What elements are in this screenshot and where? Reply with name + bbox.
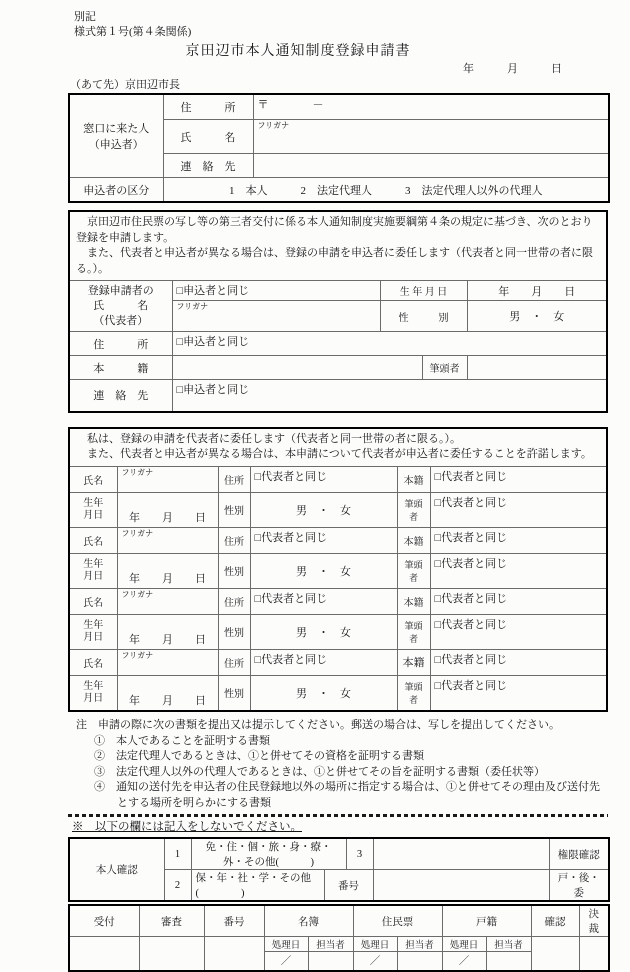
- approval-header: 決裁: [579, 905, 609, 937]
- birthdate-field[interactable]: 年 月 日: [117, 614, 218, 649]
- name-label: 氏名: [70, 466, 117, 492]
- same-as-representative-checkbox[interactable]: □代表者と同じ: [434, 592, 508, 605]
- name-label: 氏名: [70, 588, 117, 614]
- same-as-representative-checkbox[interactable]: □代表者と同じ: [434, 470, 508, 483]
- applicant-table: [68, 93, 610, 203]
- review-cell: [139, 937, 204, 971]
- same-as-representative-checkbox[interactable]: □代表者と同じ: [254, 470, 328, 483]
- resident-record-header: 住民票: [353, 905, 442, 937]
- furigana-label: フリガナ: [257, 121, 290, 130]
- same-as-representative-checkbox[interactable]: □代表者と同じ: [254, 653, 328, 666]
- registrant-name-label-line2: 氏 名: [93, 299, 149, 312]
- head-of-family-input-cell[interactable]: [430, 614, 606, 649]
- same-as-representative-checkbox[interactable]: □代表者と同じ: [254, 531, 328, 544]
- reception-cell: [69, 937, 139, 971]
- same-as-representative-checkbox[interactable]: □代表者と同じ: [434, 679, 508, 692]
- table-row: [69, 838, 609, 870]
- name-input-cell[interactable]: [117, 466, 218, 492]
- same-as-representative-checkbox[interactable]: □代表者と同じ: [434, 496, 508, 509]
- staff-cell: [397, 952, 442, 971]
- registrant-name-label: [70, 281, 172, 332]
- form-number: 様式第１号(第４条関係): [74, 26, 192, 38]
- name-label: 氏名: [70, 527, 117, 553]
- head-of-family-label: 筆頭者: [397, 492, 430, 527]
- birthdate-field[interactable]: 年 月 日: [117, 553, 218, 588]
- applicant-group-label-line1: 窓口に来た人: [83, 123, 150, 135]
- registrant-contact-cell[interactable]: [172, 380, 606, 411]
- applicant-category-options[interactable]: 1 本人 2 法定代理人 3 法定代理人以外の代理人: [163, 178, 609, 203]
- same-as-applicant-checkbox[interactable]: □申込者と同じ: [176, 336, 250, 348]
- domicile-label: 本籍: [397, 649, 430, 675]
- address-label: 住所: [218, 588, 250, 614]
- registrant-name-label-line1: 登録申請者の: [87, 284, 154, 297]
- staff-label: 担当者: [486, 937, 531, 952]
- sex-label: 性別: [218, 492, 250, 527]
- date-slash: ／: [353, 952, 397, 971]
- furigana-label: フリガナ: [121, 650, 154, 660]
- birthdate-label: [70, 675, 117, 710]
- table-row: [69, 937, 609, 952]
- sex-label: 性別: [218, 553, 250, 588]
- identity-row2-number: 2: [164, 870, 191, 902]
- domicile-input-cell[interactable]: [430, 588, 606, 614]
- sex-field[interactable]: 男 ・ 女: [250, 492, 397, 527]
- delegation-name-row: [70, 527, 606, 553]
- table-row: [70, 380, 606, 411]
- birthdate-label: [70, 614, 117, 649]
- furigana-label: フリガナ: [121, 528, 154, 538]
- number-cell: [204, 937, 264, 971]
- sex-field[interactable]: 男 ・ 女: [250, 614, 397, 649]
- application-date-field[interactable]: 年 月 日: [463, 63, 562, 75]
- same-as-representative-checkbox[interactable]: □代表者と同じ: [434, 557, 508, 570]
- delegation-intro: [70, 429, 606, 466]
- head-of-family-label: 筆頭者: [397, 614, 430, 649]
- delegation-name-row: [70, 649, 606, 675]
- date-slash: ／: [442, 952, 486, 971]
- furigana-label: フリガナ: [121, 589, 154, 599]
- registration-box: [68, 210, 608, 413]
- sex-field[interactable]: 男 ・ 女: [250, 553, 397, 588]
- applicant-group-label-line2: （申込者）: [88, 139, 144, 151]
- number-header: 番号: [204, 905, 264, 937]
- contact-label: 連 絡 先: [70, 380, 172, 411]
- birthdate-label-line2: 月日: [83, 631, 104, 643]
- delegation-intro-line2: また、代表者と申込者が異なる場合は、本申請について代表者が申込者に委任することを許諾します。: [76, 448, 592, 460]
- delegation-birth-row: [70, 614, 606, 649]
- review-header: 審査: [139, 905, 204, 937]
- domicile-input-cell[interactable]: [172, 356, 422, 380]
- delegation-box: [68, 427, 608, 713]
- table-row: [70, 356, 606, 380]
- staff-label: 担当者: [308, 937, 353, 952]
- register-header: 名簿: [264, 905, 353, 937]
- identity-check-label: 本人確認: [69, 838, 164, 901]
- birthdate-label-line1: 生年: [83, 680, 104, 692]
- birthdate-label-line2: 月日: [83, 692, 104, 704]
- identity-row1-doc-types: 免・住・個・旅・身・療・外・その他( ): [191, 838, 346, 870]
- registrant-same-as-applicant-cell[interactable]: [172, 281, 380, 301]
- name-label: 氏名: [70, 649, 117, 675]
- note-item: ④ 通知の送付先を申込者の住民登録地以外の場所に指定する場合は、①と併せてその理由及び送付先とする場所を明らかにする書類: [94, 781, 600, 809]
- registration-intro-line1: 京田辺市住民票の写し等の第三者交付に係る本人通知制度実施要綱第４条の規定に基づき、次のとおり登録を申請します。: [76, 216, 593, 244]
- furigana-label: フリガナ: [176, 302, 209, 311]
- birthdate-label: 生 年 月 日: [380, 281, 467, 301]
- same-as-representative-checkbox[interactable]: □代表者と同じ: [434, 653, 508, 666]
- head-of-family-input-cell[interactable]: [430, 492, 606, 527]
- identity-row1-blank-cell: [373, 838, 549, 870]
- table-row: [69, 178, 609, 203]
- authority-type-label: 戸・後・委: [549, 870, 609, 902]
- contact-input-cell[interactable]: [253, 154, 609, 178]
- birthdate-label-line2: 月日: [83, 509, 104, 521]
- domicile-label: 本 籍: [70, 356, 172, 380]
- registrant-address-cell[interactable]: [172, 332, 606, 356]
- process-date-label: 処理日: [442, 937, 486, 952]
- identity-number-label: 番号: [324, 870, 373, 902]
- birthdate-field[interactable]: 年 月 日: [117, 492, 218, 527]
- address-label: 住 所: [70, 332, 172, 356]
- staff-cell: [486, 952, 531, 971]
- office-use-warning: ※ 以下の欄には記入をしないでください。: [72, 821, 302, 833]
- family-register-header: 戸籍: [442, 905, 531, 937]
- registrant-name-input-cell[interactable]: [172, 301, 380, 332]
- name-input-cell[interactable]: [253, 120, 609, 154]
- identity-row2-doc-types: 保・年・社・学・その他( ): [191, 870, 324, 902]
- identity-row1-col3: 3: [346, 838, 373, 870]
- birthdate-field[interactable]: 年 月 日: [117, 675, 218, 710]
- table-row: [69, 905, 609, 937]
- table-row: [70, 281, 606, 301]
- domicile-input-cell[interactable]: [430, 649, 606, 675]
- head-of-family-input-cell[interactable]: [430, 553, 606, 588]
- note-item: ③ 法定代理人以外の代理人であるときは、①と併せてその旨を証明する書類（委任状等）: [94, 765, 545, 778]
- confirm-cell: [531, 937, 579, 971]
- registrant-name-label-line3: （代表者）: [93, 314, 149, 327]
- birthdate-label-line1: 生年: [83, 558, 104, 570]
- sex-label: 性 別: [380, 301, 467, 332]
- process-date-label: 処理日: [264, 937, 308, 952]
- identity-row1-number: 1: [164, 838, 191, 870]
- same-as-representative-checkbox[interactable]: □代表者と同じ: [434, 531, 508, 544]
- same-as-applicant-checkbox[interactable]: □申込者と同じ: [176, 384, 250, 396]
- identity-row2-blank-cell: [373, 870, 549, 902]
- birthdate-field[interactable]: 年 月 日: [467, 281, 606, 301]
- postal-code-mark: 〒 －: [257, 99, 324, 111]
- authority-check-label: 権限確認: [549, 838, 609, 870]
- head-of-family-label: 筆頭者: [422, 356, 467, 380]
- confirm-header: 確認: [531, 905, 579, 937]
- birthdate-label-line1: 生年: [83, 619, 104, 631]
- same-as-representative-checkbox[interactable]: □代表者と同じ: [434, 618, 508, 631]
- head-of-family-label: 筆頭者: [397, 675, 430, 710]
- table-row: [70, 332, 606, 356]
- address-input-cell[interactable]: [253, 94, 609, 120]
- table-row: [69, 94, 609, 120]
- domicile-label: 本籍: [397, 588, 430, 614]
- birthdate-label: [70, 492, 117, 527]
- applicant-category-label: 申込者の区分: [69, 178, 163, 203]
- birthdate-label-line1: 生年: [83, 497, 104, 509]
- dotted-divider: [68, 813, 608, 818]
- approval-cell: [579, 937, 609, 971]
- delegation-birth-row: [70, 492, 606, 527]
- furigana-label: フリガナ: [121, 467, 154, 477]
- date-slash: ／: [264, 952, 308, 971]
- sex-label: 性別: [218, 675, 250, 710]
- form-title: 京田辺市本人通知制度登録申請書: [185, 44, 411, 59]
- staff-label: 担当者: [397, 937, 442, 952]
- address-label: 住所: [218, 466, 250, 492]
- address-input-cell[interactable]: [250, 588, 397, 614]
- delegation-birth-row: [70, 675, 606, 710]
- sex-label: 性別: [218, 614, 250, 649]
- note-item: ② 法定代理人であるときは、①と併せてその資格を証明する書類: [94, 750, 424, 762]
- address-label: 住所: [218, 527, 250, 553]
- address-input-cell[interactable]: [250, 466, 397, 492]
- notes-section: [68, 718, 608, 811]
- birthdate-label: [70, 553, 117, 588]
- staff-cell: [308, 952, 353, 971]
- delegation-name-row: [70, 466, 606, 492]
- same-as-representative-checkbox[interactable]: □代表者と同じ: [254, 592, 328, 605]
- name-input-cell[interactable]: [117, 527, 218, 553]
- head-of-family-label: 筆頭者: [397, 553, 430, 588]
- domicile-input-cell[interactable]: [430, 527, 606, 553]
- registration-intro: [70, 212, 606, 280]
- delegation-table: [70, 466, 606, 711]
- address-input-cell[interactable]: [250, 649, 397, 675]
- identity-check-table: [68, 837, 610, 902]
- birthdate-label-line2: 月日: [83, 570, 104, 582]
- delegation-birth-row: [70, 553, 606, 588]
- delegation-intro-line1: 私は、登録の申請を代表者に委任します（代表者と同一世帯の者に限る。）。: [76, 432, 461, 445]
- sex-field[interactable]: 男 ・ 女: [250, 675, 397, 710]
- notes-heading: 注 申請の際に次の書類を提出又は提示してください。郵送の場合は、写しを提出してください。: [76, 719, 560, 731]
- applicant-group-label: [69, 94, 163, 178]
- note-item: ① 本人であることを証明する書類: [94, 734, 270, 747]
- sex-field[interactable]: 男 ・ 女: [467, 301, 606, 332]
- process-table: [68, 904, 610, 972]
- address-label: 住所: [218, 649, 250, 675]
- domicile-label: 本籍: [397, 466, 430, 492]
- name-label: 氏 名: [163, 120, 253, 154]
- delegation-name-row: [70, 588, 606, 614]
- address-input-cell[interactable]: [250, 527, 397, 553]
- name-input-cell[interactable]: [117, 588, 218, 614]
- registration-table: [70, 280, 606, 411]
- domicile-label: 本籍: [397, 527, 430, 553]
- domicile-input-cell[interactable]: [430, 466, 606, 492]
- process-date-label: 処理日: [353, 937, 397, 952]
- form-annotation: 別記: [74, 11, 96, 23]
- head-of-family-input-cell[interactable]: [467, 356, 606, 380]
- same-as-applicant-checkbox[interactable]: □申込者と同じ: [176, 285, 250, 297]
- head-of-family-input-cell[interactable]: [430, 675, 606, 710]
- contact-label: 連 絡 先: [163, 154, 253, 178]
- registration-intro-line2: また、代表者と申込者が異なる場合は、登録の申請を申込者に委任します（代表者と同一世帯の者に限る。）。: [76, 247, 593, 275]
- reception-header: 受付: [69, 905, 139, 937]
- addressee-line: （あて先）京田辺市長: [70, 79, 180, 91]
- address-label: 住 所: [163, 94, 253, 120]
- name-input-cell[interactable]: [117, 649, 218, 675]
